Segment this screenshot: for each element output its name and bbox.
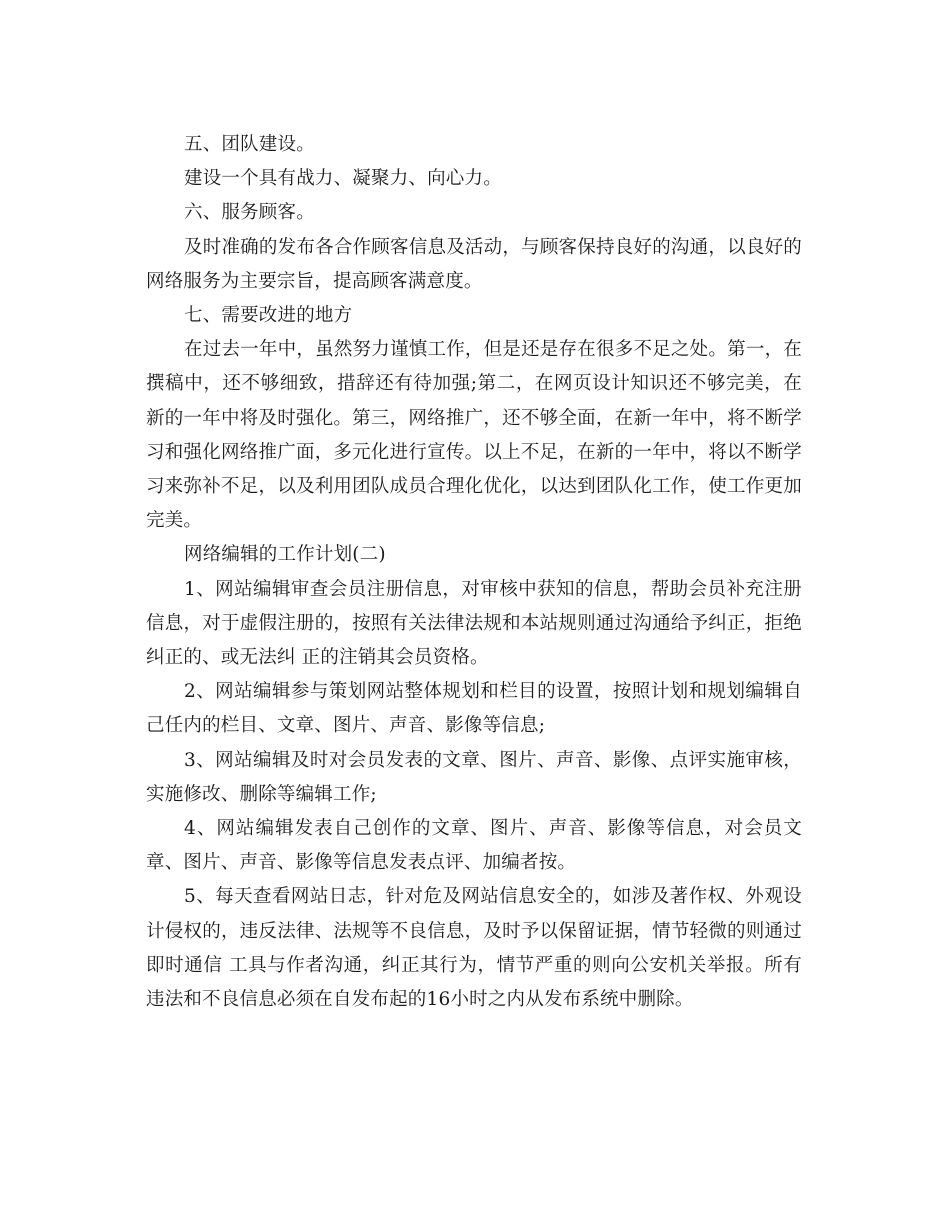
paragraph-team-text: 建设一个具有战力、凝聚力、向心力。	[184, 168, 502, 190]
paragraph-item-1: 1、网站编辑审查会员注册信息，对审核中获知的信息，帮助会员补充注册信息，对于虚假注册的，按照有关法律法规和本站规则通过沟通给予纠正，拒绝纠正的、或无法纠 正的注销其会员资格。	[146, 578, 802, 669]
paragraph-service-text: 及时准确的发布各合作顾客信息及活动，与顾客保持良好的沟通，以良好的网络服务为主要宗旨，提高顾客满意度。	[146, 236, 802, 292]
paragraph-heading-team: 五、团队建设。	[184, 134, 315, 155]
paragraph-item-3: 3、网站编辑及时对会员发表的文章、图片、声音、影像、点评实施审核，实施修改、删除等编辑工作;	[146, 749, 802, 805]
paragraph-heading-improve: 七、需要改进的地方	[184, 305, 353, 327]
paragraph-item-2: 2、网站编辑参与策划网站整体规划和栏目的设置，按照计划和规划编辑自己任内的栏目、文章、图片、声音、影像等信息;	[146, 681, 802, 737]
paragraph-heading-service: 六、服务顾客。	[184, 202, 315, 224]
paragraph-item-4: 4、网站编辑发表自己创作的文章、图片、声音、影像等信息，对会员文章、图片、声音、影像等信息发表点评、加编者按。	[146, 818, 802, 874]
document-body	[146, 128, 802, 1017]
paragraph-plan-title: 网络编辑的工作计划(二)	[184, 544, 386, 566]
paragraph-item-5: 5、每天查看网站日志，针对危及网站信息安全的，如涉及著作权、外观设计侵权的，违反法律、法规等不良信息，及时予以保留证据，情节轻微的则通过即时通信 工具与作者沟通，纠正其行为，情节严重的则向公安机关举报。所有违法和不良信息必须在自发布起的16小时之内从发布系统中删除。	[146, 886, 802, 1011]
paragraph-improve-text: 在过去一年中，虽然努力谨慎工作，但是还是存在很多不足之处。第一，在撰稿中，还不够细致，措辞还有待加强;第二，在网页设计知识还不够完美，在新的一年中将及时强化。第三，网络推广，还不够全面，在新一年中，将不断学习和强化网络推广面，多元化进行宣传。以上不足，在新的一年中，将以不断学习来弥补不足，以及利用团队成员合理化优化，以达到团队化工作，使工作更加完美。	[146, 339, 802, 532]
